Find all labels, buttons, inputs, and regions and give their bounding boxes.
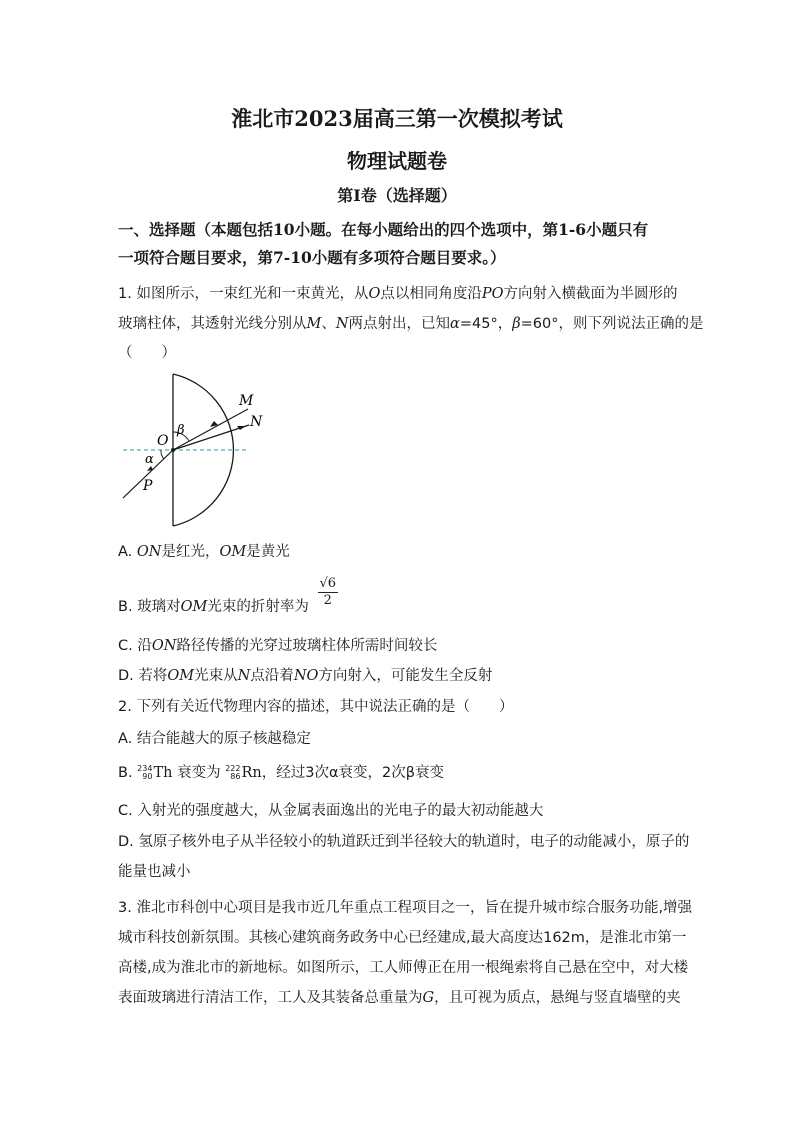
alpha-arc	[161, 450, 164, 459]
q1-stem-line1: 1. 如图所示，一束红光和一束黄光，从O点以相同角度沿PO方向射入横截面为半圆形的	[118, 286, 678, 302]
point-o	[171, 448, 175, 452]
label-alpha: α	[145, 452, 154, 467]
q2-option-d-line2: 能量也减小	[118, 864, 191, 880]
q2-option-a: A. 结合能越大的原子核越稳定	[118, 731, 311, 747]
q2-option-d-line1: D. 氢原子核外电子从半径较小的轨道跃迁到半径较大的轨道时，电子的动能减小，原子的	[118, 834, 690, 850]
label-o: O	[157, 433, 169, 449]
fraction-root6-over-2: $\frac{√6}{2}$	[319, 576, 337, 608]
q1-option-c: C. 沿ON路径传播的光穿过玻璃柱体所需时间较长	[118, 638, 438, 654]
rn-isotope: 222 86	[225, 764, 241, 781]
label-p: P	[143, 478, 153, 494]
q2-option-b: B. 234 90 Th 衰变为 222 86 Rn，经过3次α衰变，2次β衰变	[118, 764, 444, 781]
label-n: N	[250, 414, 263, 430]
q1-figure	[115, 368, 275, 533]
q1-option-a: A. ON是红光，OM是黄光	[118, 544, 290, 560]
label-beta: β	[177, 423, 185, 438]
q3-stem-line4: 表面玻璃进行清洁工作，工人及其装备总重量为G，且可视为质点，悬绳与竖直墙壁的夹	[118, 990, 681, 1006]
label-m: M	[239, 393, 254, 409]
q1-option-d: D. 若将OM光束从N点沿着NO方向射入，可能发生全反射	[118, 668, 493, 684]
exam-title: 淮北市2023届高三第一次模拟考试	[231, 106, 563, 131]
q1-stem-line2: 玻璃柱体，其透射光线分别从M、N两点射出，已知α=45°，β=60°，则下列说法正确的是	[118, 316, 704, 332]
section-instructions-line1: 一、选择题（本题包括10小题。在每小题给出的四个选项中，第1-6小题只有	[118, 220, 649, 239]
q3-stem-line1: 3. 淮北市科创中心项目是我市近几年重点工程项目之一，旨在提升城市综合服务功能,增强	[118, 900, 693, 916]
exam-subtitle: 物理试题卷	[347, 149, 447, 173]
th-isotope: 234 90	[137, 764, 153, 781]
q3-stem-line2: 城市科技创新氛围。其核心建筑商务政务中心已经建成,最大高度达162m，是淮北市第一	[118, 930, 687, 946]
section-instructions-line2: 一项符合题目要求，第7-10小题有多项符合题目要求。）	[118, 248, 506, 267]
part-heading: 第I卷（选择题）	[337, 186, 457, 205]
q1-option-b: B. 玻璃对OM光束的折射率为 $\frac{√6}{2}$	[118, 576, 337, 615]
q1-answer-paren: （ ）	[118, 345, 176, 361]
q2-option-c: C. 入射光的强度越大，从金属表面逸出的光电子的最大初动能越大	[118, 803, 544, 819]
q3-stem-line3: 高楼,成为淮北市的新地标。如图所示，工人师傅正在用一根绳索将自己悬在空中，对大楼	[118, 960, 689, 976]
q2-stem: 2. 下列有关近代物理内容的描述，其中说法正确的是（ ）	[118, 699, 514, 715]
